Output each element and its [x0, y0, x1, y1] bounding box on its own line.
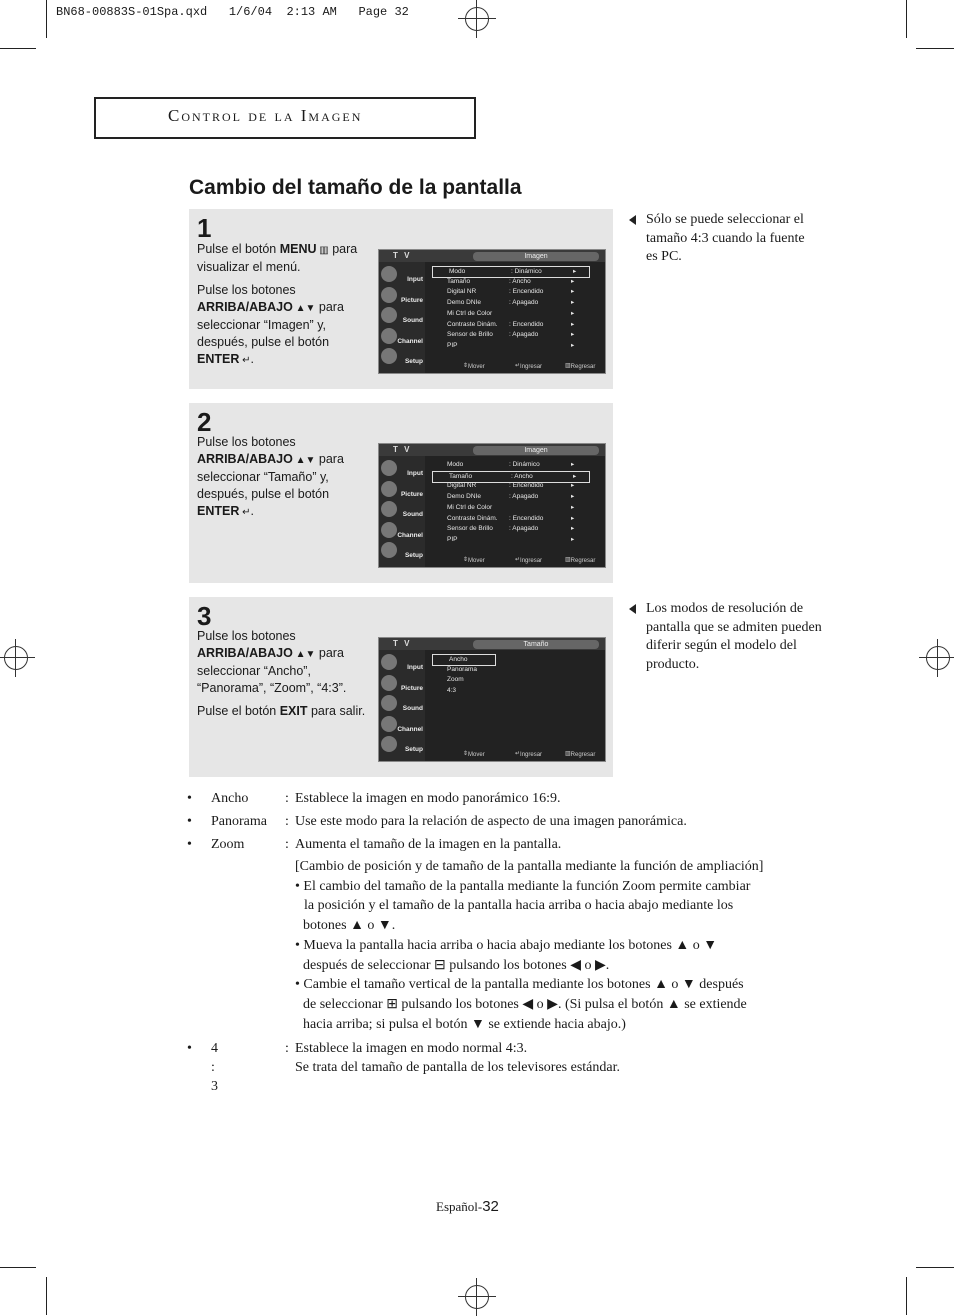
chevron-right-icon: ▸	[573, 472, 577, 480]
side-note-text: Sólo se puede seleccionar el tamaño 4:3 cuando la fuente es PC.	[646, 212, 805, 264]
osd-sidebar-label: Setup	[404, 746, 423, 753]
osd-menu-row	[431, 686, 587, 696]
osd-tv-label: T V	[393, 251, 412, 260]
osd-category-icon	[381, 542, 397, 558]
osd-footer	[425, 554, 605, 566]
chevron-right-icon: ▸	[571, 320, 575, 328]
osd-category-icon	[381, 481, 397, 497]
chevron-right-icon: ▸	[571, 493, 575, 501]
definition-term: Ancho	[211, 791, 249, 806]
left-arrow-icon: ◀	[570, 957, 581, 973]
osd-row-value: : Dinámico	[511, 268, 542, 275]
osd-sidebar-label: Sound	[402, 705, 423, 712]
osd-category-icon	[381, 695, 397, 711]
osd-row-label: Modo	[447, 461, 464, 468]
osd-return-hint: ▥ Regresar	[565, 363, 596, 370]
definition-desc: Establece la imagen en modo panorámico 16:9.	[295, 791, 561, 806]
right-arrow-icon: ▶	[547, 996, 558, 1012]
step-instructions	[197, 628, 373, 726]
footer-language: Español-	[436, 1199, 483, 1214]
osd-sidebar-item	[381, 286, 425, 305]
osd-category-icon	[381, 736, 397, 752]
osd-row-label: Sensor de Brillo	[447, 525, 493, 533]
osd-row-value: : Encendido	[509, 320, 544, 328]
osd-sidebar-item	[381, 735, 425, 754]
zoom-details	[295, 857, 763, 1034]
button-name: ARRIBA/ABAJO	[197, 646, 293, 660]
step-number: 1	[197, 213, 212, 243]
chevron-right-icon: ▸	[571, 503, 575, 511]
osd-header	[379, 638, 605, 650]
osd-category-icon	[381, 716, 397, 732]
button-name: ARRIBA/ABAJO	[197, 452, 293, 466]
osd-menu-title: Tamaño	[473, 640, 599, 649]
osd-sidebar-item	[381, 347, 425, 366]
menu-button-icon: ▥	[316, 245, 329, 256]
osd-category-icon	[381, 460, 397, 476]
osd-tv-label: T V	[393, 639, 412, 648]
osd-sidebar-item	[381, 694, 425, 713]
osd-row-value: : Encendido	[509, 514, 544, 522]
osd-sidebar-item	[381, 500, 425, 519]
osd-menu-row	[431, 330, 587, 340]
osd-sidebar-item	[381, 541, 425, 560]
osd-row-label: Tamaño	[449, 472, 473, 480]
crop-mark	[46, 1277, 47, 1315]
osd-row-label: Digital NR	[447, 288, 477, 296]
osd-sidebar-label: Setup	[404, 552, 423, 559]
osd-row-label: PIP	[447, 535, 458, 543]
chevron-right-icon: ▸	[571, 535, 575, 543]
osd-category-icon	[381, 307, 397, 323]
instruction-text: para visualizar el menú.	[197, 242, 358, 274]
osd-move-hint: ⇕ Mover	[463, 363, 485, 370]
chevron-right-icon: ▸	[571, 309, 575, 317]
osd-sidebar	[379, 262, 425, 373]
osd-category-icon	[381, 348, 397, 364]
registration-mark	[926, 646, 950, 670]
osd-sidebar-label: Picture	[400, 684, 423, 692]
button-name: EXIT	[279, 704, 308, 718]
osd-row-label: Tamaño	[447, 277, 471, 285]
chevron-right-icon: ▸	[571, 482, 575, 490]
osd-row-label: Modo	[449, 268, 466, 275]
osd-footer	[425, 360, 605, 372]
position-icon: ⊟	[434, 957, 446, 973]
instruction-text: Pulse los botones	[197, 629, 296, 643]
osd-sidebar-label: Input	[407, 664, 423, 671]
instruction-text: .	[250, 352, 255, 366]
step-instructions	[197, 241, 373, 375]
tv-osd-screenshot	[378, 637, 606, 762]
osd-row-value: : Apagado	[509, 299, 539, 307]
crop-mark	[906, 1277, 907, 1315]
page-title: Cambio del tamaño de la pantalla	[189, 176, 522, 199]
osd-row-label: Contraste Dinám.	[447, 320, 498, 328]
size-icon: ⊞	[386, 996, 398, 1012]
slug-line: BN68-00883S-01Spa.qxd 1/6/04 2:13 AM Page 32	[56, 5, 409, 19]
definition-term: Zoom	[211, 837, 245, 852]
enter-button-icon: ↵	[239, 507, 251, 518]
osd-tv-label: T V	[393, 445, 412, 454]
osd-sidebar-label: Input	[407, 470, 423, 477]
osd-return-hint: ▥ Regresar	[565, 751, 596, 758]
osd-sidebar	[379, 650, 425, 761]
osd-row-value: : Apagado	[509, 331, 539, 339]
osd-sidebar-label: Sound	[402, 317, 423, 324]
osd-menu-row	[431, 460, 587, 470]
enter-button-icon: ↵	[239, 355, 251, 366]
section-title: Control de la Imagen	[168, 106, 363, 125]
osd-row-value: : Apagado	[509, 493, 539, 501]
osd-row-label: 4:3	[447, 687, 457, 695]
osd-move-hint: ⇕ Mover	[463, 751, 485, 758]
osd-sidebar-label: Channel	[397, 725, 423, 733]
definition-desc: Use este modo para la relación de aspecto de una imagen panorámica.	[295, 814, 687, 829]
osd-menu-title: Imagen	[473, 446, 599, 455]
osd-row-value: : Apagado	[509, 525, 539, 533]
definition-desc: Establece la imagen en modo normal 4:3. Se trata del tamaño de pantalla de los televisores estándar.	[295, 1041, 620, 1075]
crop-mark	[0, 48, 36, 49]
osd-sidebar-label: Picture	[400, 490, 423, 498]
up-arrow-icon: ▲	[666, 996, 681, 1012]
osd-menu-row	[431, 298, 587, 308]
instruction-text: para seleccionar “Imagen” y, después, pulse el botón	[197, 300, 344, 349]
chevron-right-icon: ▸	[571, 461, 575, 468]
osd-row-label: Demo DNIe	[447, 299, 481, 307]
osd-menu-row	[431, 341, 587, 351]
osd-row-label: Zoom	[447, 676, 464, 684]
up-down-arrows-icon: ▲▼	[292, 649, 316, 660]
osd-row-label: Demo DNIe	[447, 493, 481, 501]
osd-category-icon	[381, 266, 397, 282]
up-arrow-icon: ▲	[350, 918, 364, 934]
osd-enter-hint: ↵ Ingresar	[515, 363, 543, 370]
button-name: ENTER	[197, 352, 240, 366]
instruction-text: Pulse los botones	[197, 435, 296, 449]
osd-category-icon	[381, 501, 397, 517]
osd-sidebar-label: Setup	[404, 358, 423, 365]
tv-osd-screenshot	[378, 443, 606, 568]
osd-menu-row	[431, 665, 587, 675]
osd-enter-hint: ↵ Ingresar	[515, 751, 543, 758]
crop-mark	[916, 48, 954, 49]
step-paragraph	[197, 241, 373, 276]
chevron-right-icon: ▸	[571, 277, 575, 285]
osd-sidebar-label: Input	[407, 276, 423, 283]
instruction-text: Pulse el botón	[197, 242, 280, 256]
osd-menu-row	[431, 320, 587, 330]
up-down-arrows-icon: ▲▼	[292, 303, 316, 314]
definition-term: Panorama	[211, 814, 267, 829]
chevron-right-icon: ▸	[571, 525, 575, 533]
instruction-text: para seleccionar “Ancho”, “Panorama”, “Zoom”, “4:3”.	[197, 646, 347, 695]
osd-sidebar-label: Picture	[400, 296, 423, 304]
osd-menu-row	[431, 481, 587, 491]
crop-mark	[46, 0, 47, 38]
osd-menu-row	[431, 524, 587, 534]
instruction-text: Pulse el botón	[197, 704, 280, 718]
osd-row-value: : Ancho	[511, 472, 533, 480]
down-arrow-icon: ▼	[470, 1016, 485, 1032]
osd-sidebar-item	[381, 327, 425, 346]
osd-move-hint: ⇕ Mover	[463, 557, 485, 564]
down-arrow-icon: ▼	[377, 918, 392, 934]
zoom-details-heading: [Cambio de posición y de tamaño de la pantalla mediante la función de ampliación]	[295, 859, 764, 874]
osd-sidebar-item	[381, 265, 425, 284]
osd-sidebar-label: Channel	[397, 337, 423, 345]
instruction-text: Pulse los botones	[197, 283, 296, 297]
osd-menu-row	[431, 277, 587, 287]
osd-sidebar-label: Channel	[397, 531, 423, 539]
instruction-text: para salir.	[307, 704, 366, 718]
osd-return-hint: ▥ Regresar	[565, 557, 596, 564]
osd-row-value: : Encendido	[509, 482, 544, 490]
osd-row-label: PIP	[447, 341, 458, 349]
osd-row-label: Mi Ctrl de Color	[447, 503, 493, 511]
right-arrow-icon: ▶	[594, 957, 606, 973]
zoom-bullet-1: • El cambio del tamaño de la pantalla mediante la función Zoom permite cambiar la posición y el tamaño de la pantalla hacia arriba o hacia abajo mediante los botones ▲ o ▼.	[295, 878, 751, 934]
osd-sidebar-item	[381, 715, 425, 734]
left-arrow-icon: ◀	[522, 996, 534, 1012]
osd-menu-row	[431, 309, 587, 319]
arrow-left-icon	[629, 215, 636, 225]
osd-menu-row	[431, 503, 587, 513]
osd-row-value: : Encendido	[509, 288, 544, 296]
chevron-right-icon: ▸	[571, 299, 575, 307]
chevron-right-icon: ▸	[573, 268, 577, 275]
up-down-arrows-icon: ▲▼	[292, 455, 316, 466]
side-note-text: Los modos de resolución de pantalla que se admiten pueden diferir según el modelo del producto.	[646, 601, 822, 672]
osd-menu-row	[431, 675, 587, 685]
step-panel	[189, 597, 613, 777]
arrow-left-icon	[629, 604, 636, 614]
osd-category-icon	[381, 287, 397, 303]
down-arrow-icon: ▼	[681, 977, 696, 993]
osd-category-icon	[381, 522, 397, 538]
crop-mark	[0, 1267, 36, 1268]
registration-mark	[465, 7, 489, 31]
osd-row-value: : Ancho	[509, 277, 531, 285]
step-paragraph	[197, 628, 373, 697]
osd-category-icon	[381, 675, 397, 691]
osd-category-icon	[381, 328, 397, 344]
button-name: MENU	[279, 242, 317, 256]
osd-menu-row	[431, 287, 587, 297]
step-number: 2	[197, 407, 212, 437]
osd-header	[379, 250, 605, 262]
chevron-right-icon: ▸	[571, 331, 575, 339]
definition-desc: Aumenta el tamaño de la imagen en la pantalla.	[295, 837, 562, 852]
osd-sidebar-item	[381, 480, 425, 499]
osd-row-label: Ancho	[449, 656, 468, 663]
step-number: 3	[197, 601, 212, 631]
tv-osd-screenshot	[378, 249, 606, 374]
osd-sidebar-item	[381, 674, 425, 693]
step-instructions	[197, 434, 373, 527]
osd-sidebar	[379, 456, 425, 567]
step-panel	[189, 403, 613, 583]
osd-sidebar-item	[381, 459, 425, 478]
osd-sidebar-label: Sound	[402, 511, 423, 518]
chevron-right-icon: ▸	[571, 341, 575, 349]
button-name: ENTER	[197, 504, 240, 518]
osd-menu-row	[431, 514, 587, 524]
step-paragraph	[197, 282, 373, 369]
up-arrow-icon: ▲	[654, 977, 668, 993]
osd-row-label: Contraste Dinám.	[447, 514, 498, 522]
step-paragraph	[197, 434, 373, 521]
registration-mark	[465, 1285, 489, 1309]
chevron-right-icon: ▸	[571, 514, 575, 522]
osd-menu-row	[431, 492, 587, 502]
osd-sidebar-item	[381, 653, 425, 672]
crop-mark	[906, 0, 907, 38]
osd-row-label: Digital NR	[447, 482, 477, 490]
zoom-bullet-3: • Cambie el tamaño vertical de la pantalla mediante los botones ▲ o ▼ después de seleccionar ⊞ pulsando los botones ◀ o ▶. (Si pulsa el botón ▲ se extiende hacia arriba; si pulsa el botón ▼ se extiende hacia abajo.)	[295, 977, 747, 1032]
page-footer	[436, 1198, 499, 1215]
osd-menu-title: Imagen	[473, 252, 599, 261]
osd-row-label: Mi Ctrl de Color	[447, 309, 493, 317]
button-name: ARRIBA/ABAJO	[197, 300, 293, 314]
osd-row-value: : Dinámico	[509, 461, 540, 468]
instruction-text: para seleccionar “Tamaño” y, después, pulse el botón	[197, 452, 344, 501]
four-three-extra: Se trata del tamaño de pantalla de los televisores estándar.	[295, 1060, 620, 1075]
chevron-right-icon: ▸	[571, 288, 575, 296]
osd-row-label: Sensor de Brillo	[447, 331, 493, 339]
osd-enter-hint: ↵ Ingresar	[515, 557, 543, 564]
zoom-bullet-2: • Mueva la pantalla hacia arriba o hacia abajo mediante los botones ▲ o ▼ después de seleccionar ⊟ pulsando los botones ◀ o ▶.	[295, 937, 718, 973]
osd-category-icon	[381, 654, 397, 670]
osd-sidebar-item	[381, 306, 425, 325]
page-number: 32	[482, 1198, 499, 1215]
osd-header	[379, 444, 605, 456]
osd-footer	[425, 748, 605, 760]
osd-menu-row	[431, 535, 587, 545]
instruction-text: .	[250, 504, 255, 518]
up-arrow-icon: ▲	[675, 937, 690, 953]
crop-mark	[916, 1267, 954, 1268]
registration-mark	[4, 646, 28, 670]
step-panel	[189, 209, 613, 389]
osd-sidebar-item	[381, 521, 425, 540]
osd-row-label: Panorama	[447, 665, 477, 673]
down-arrow-icon: ▼	[703, 937, 718, 953]
step-paragraph	[197, 703, 373, 720]
definition-term: 4 : 3	[211, 1041, 218, 1094]
